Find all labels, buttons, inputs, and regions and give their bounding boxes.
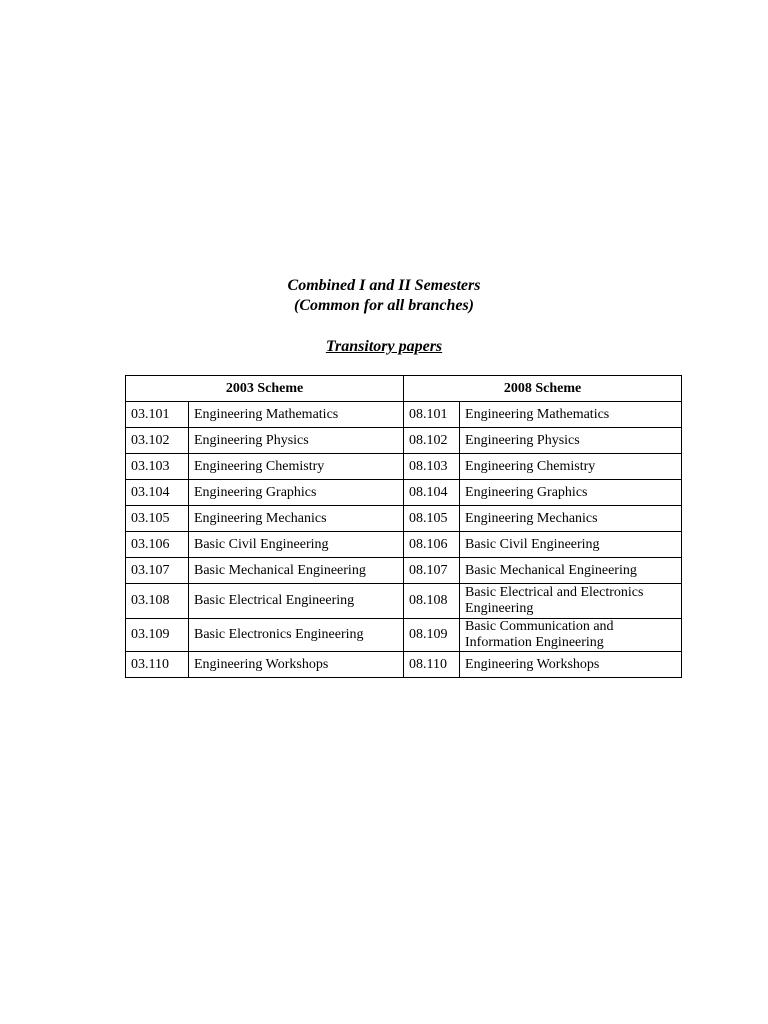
old-name-cell: Basic Electronics Engineering bbox=[189, 619, 404, 652]
new-name-cell: Basic Electrical and Electronics Engineering bbox=[460, 584, 682, 619]
new-name-cell: Basic Communication and Information Engineering bbox=[460, 619, 682, 652]
new-name-cell: Engineering Graphics bbox=[460, 480, 682, 506]
section-subtitle: Transitory papers bbox=[325, 338, 443, 355]
new-name-cell: Engineering Workshops bbox=[460, 652, 682, 678]
table-row bbox=[126, 480, 682, 506]
old-name-cell: Basic Electrical Engineering bbox=[189, 584, 404, 619]
new-code-cell: 08.104 bbox=[404, 480, 460, 506]
table-row bbox=[126, 506, 682, 532]
old-name-cell: Engineering Physics bbox=[189, 428, 404, 454]
new-name-cell: Basic Mechanical Engineering bbox=[460, 558, 682, 584]
old-code-cell: 03.108 bbox=[126, 584, 189, 619]
new-code-cell: 08.109 bbox=[404, 619, 460, 652]
header-2003-scheme: 2003 Scheme bbox=[126, 376, 404, 402]
transitory-papers-table bbox=[125, 375, 682, 678]
page-title: Combined I and II Semesters bbox=[287, 277, 481, 294]
new-code-cell: 08.106 bbox=[404, 532, 460, 558]
old-code-cell: 03.102 bbox=[126, 428, 189, 454]
new-name-cell: Engineering Mathematics bbox=[460, 402, 682, 428]
table-header-row bbox=[126, 376, 682, 402]
table-row bbox=[126, 402, 682, 428]
document-heading bbox=[0, 276, 768, 316]
old-code-cell: 03.105 bbox=[126, 506, 189, 532]
old-code-cell: 03.110 bbox=[126, 652, 189, 678]
table-row bbox=[126, 558, 682, 584]
new-code-cell: 08.101 bbox=[404, 402, 460, 428]
old-name-cell: Basic Civil Engineering bbox=[189, 532, 404, 558]
new-code-cell: 08.108 bbox=[404, 584, 460, 619]
table-row bbox=[126, 619, 682, 652]
old-code-cell: 03.101 bbox=[126, 402, 189, 428]
table-row bbox=[126, 454, 682, 480]
old-name-cell: Basic Mechanical Engineering bbox=[189, 558, 404, 584]
old-name-cell: Engineering Graphics bbox=[189, 480, 404, 506]
new-name-cell: Engineering Physics bbox=[460, 428, 682, 454]
new-code-cell: 08.110 bbox=[404, 652, 460, 678]
new-code-cell: 08.105 bbox=[404, 506, 460, 532]
table-row bbox=[126, 584, 682, 619]
old-code-cell: 03.103 bbox=[126, 454, 189, 480]
page-title-qualifier: (Common for all branches) bbox=[293, 297, 474, 314]
old-name-cell: Engineering Mathematics bbox=[189, 402, 404, 428]
table-row bbox=[126, 428, 682, 454]
new-name-cell: Engineering Mechanics bbox=[460, 506, 682, 532]
table-row bbox=[126, 652, 682, 678]
old-code-cell: 03.107 bbox=[126, 558, 189, 584]
old-name-cell: Engineering Workshops bbox=[189, 652, 404, 678]
old-name-cell: Engineering Chemistry bbox=[189, 454, 404, 480]
old-code-cell: 03.109 bbox=[126, 619, 189, 652]
new-name-cell: Engineering Chemistry bbox=[460, 454, 682, 480]
old-code-cell: 03.106 bbox=[126, 532, 189, 558]
new-name-cell: Basic Civil Engineering bbox=[460, 532, 682, 558]
header-2008-scheme: 2008 Scheme bbox=[404, 376, 682, 402]
new-code-cell: 08.107 bbox=[404, 558, 460, 584]
old-name-cell: Engineering Mechanics bbox=[189, 506, 404, 532]
new-code-cell: 08.103 bbox=[404, 454, 460, 480]
old-code-cell: 03.104 bbox=[126, 480, 189, 506]
table-row bbox=[126, 532, 682, 558]
new-code-cell: 08.102 bbox=[404, 428, 460, 454]
